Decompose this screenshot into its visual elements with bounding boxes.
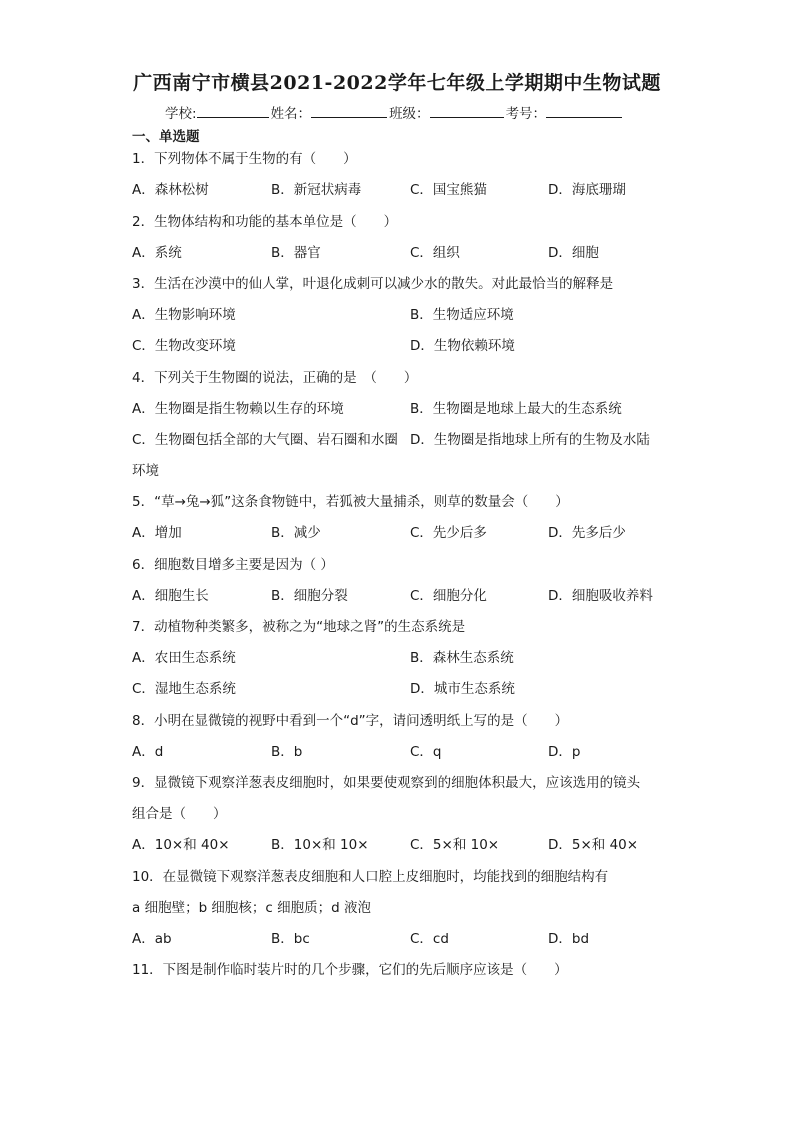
school-label: 学校: [165,106,197,122]
question-4-stem: 4．下列关于生物圈的说法，正确的是 （ ） [132,370,418,386]
question-1-option-d[interactable]: D．海底珊瑚 [548,182,626,198]
question-8-option-d[interactable]: D．p [548,744,581,760]
question-5-option-d[interactable]: D．先多后少 [548,525,626,541]
question-9-stem: 9．显微镜下观察洋葱表皮细胞时，如果要使观察到的细胞体积最大，应该选用的镜头 [132,775,641,791]
question-9-option-b[interactable]: B．10×和 10× [271,837,369,853]
question-10-option-b[interactable]: B．bc [271,931,310,947]
question-2-option-b[interactable]: B．器官 [271,245,321,261]
question-7-option-c[interactable]: C．湿地生态系统 [132,681,236,697]
question-4-option-d[interactable]: D．生物圈是指地球上所有的生物及水陆 [410,432,650,448]
question-3-option-a[interactable]: A．生物影响环境 [132,307,236,323]
question-10-option-d[interactable]: D．bd [548,931,590,947]
exam-number-label: 考号： [505,106,547,122]
question-3-option-b[interactable]: B．生物适应环境 [410,307,514,323]
question-3-option-d[interactable]: D．生物依赖环境 [410,338,515,354]
question-3-option-c[interactable]: C．生物改变环境 [132,338,236,354]
question-6-stem: 6．细胞数目增多主要是因为（ ） [132,557,334,573]
question-2-option-c[interactable]: C．组织 [410,245,460,261]
question-8-option-b[interactable]: B．b [271,744,303,760]
question-6-option-c[interactable]: C．细胞分化 [410,588,487,604]
question-10-option-a[interactable]: A．ab [132,931,172,947]
question-5-stem: 5．“草→兔→狐”这条食物链中，若狐被大量捕杀，则草的数量会（ ） [132,494,569,510]
question-8-stem: 8．小明在显微镜的视野中看到一个“d”字，请问透明纸上写的是（ ） [132,713,569,729]
question-10-stem-continued: a 细胞壁；b 细胞核；c 细胞质；d 液泡 [132,900,371,916]
question-9-stem-continued: 组合是（ ） [132,806,227,822]
question-7-stem: 7．动植物种类繁多，被称之为“地球之肾”的生态系统是 [132,619,466,635]
question-3-stem: 3．生活在沙漠中的仙人掌，叶退化成刺可以减少水的散失。对此最恰当的解释是 [132,276,614,292]
question-6-option-a[interactable]: A．细胞生长 [132,588,209,604]
question-2-option-d[interactable]: D．细胞 [548,245,599,261]
class-label: 班级： [389,106,430,122]
question-5-option-c[interactable]: C．先少后多 [410,525,487,541]
question-1-option-c[interactable]: C．国宝熊猫 [410,182,487,198]
student-info-row [165,102,624,122]
name-label: 姓名： [270,106,312,122]
question-5-option-b[interactable]: B．减少 [271,525,321,541]
question-11-stem: 11．下图是制作临时装片时的几个步骤，它们的先后顺序应该是（ ） [132,962,568,978]
question-7-option-b[interactable]: B．森林生态系统 [410,650,514,666]
question-4-option-a[interactable]: A．生物圈是指生物赖以生存的环境 [132,401,344,417]
question-1-stem: 1．下列物体不属于生物的有（ ） [132,151,357,167]
page-title: 广西南宁市横县2021-2022学年七年级上学期期中生物试题 [133,72,661,94]
name-blank[interactable] [311,103,387,118]
question-7-option-a[interactable]: A．农田生态系统 [132,650,236,666]
question-2-option-a[interactable]: A．系统 [132,245,182,261]
question-9-option-a[interactable]: A．10×和 40× [132,837,230,853]
question-2-stem: 2．生物体结构和功能的基本单位是（ ） [132,214,398,230]
section-heading: 一、单选题 [132,129,200,145]
question-6-option-b[interactable]: B．细胞分裂 [271,588,348,604]
question-1-option-a[interactable]: A．森林松树 [132,182,209,198]
class-blank[interactable] [430,103,504,118]
question-8-option-a[interactable]: A．d [132,744,164,760]
exam-number-blank[interactable] [546,103,622,118]
question-10-stem: 10．在显微镜下观察洋葱表皮细胞和人口腔上皮细胞时，均能找到的细胞结构有 [132,869,609,885]
school-blank[interactable] [197,103,269,118]
question-10-option-c[interactable]: C．cd [410,931,449,947]
question-8-option-c[interactable]: C．q [410,744,442,760]
question-4-option-c[interactable]: C．生物圈包括全部的大气圈、岩石圈和水圈 [132,432,398,448]
question-4-option-b[interactable]: B．生物圈是地球上最大的生态系统 [410,401,622,417]
question-9-option-c[interactable]: C．5×和 10× [410,837,500,853]
question-5-option-a[interactable]: A．增加 [132,525,182,541]
question-7-option-d[interactable]: D．城市生态系统 [410,681,515,697]
question-9-option-d[interactable]: D．5×和 40× [548,837,639,853]
question-4-option-d-continued: 环境 [132,463,159,479]
question-6-option-d[interactable]: D．细胞吸收养料 [548,588,653,604]
question-1-option-b[interactable]: B．新冠状病毒 [271,182,362,198]
